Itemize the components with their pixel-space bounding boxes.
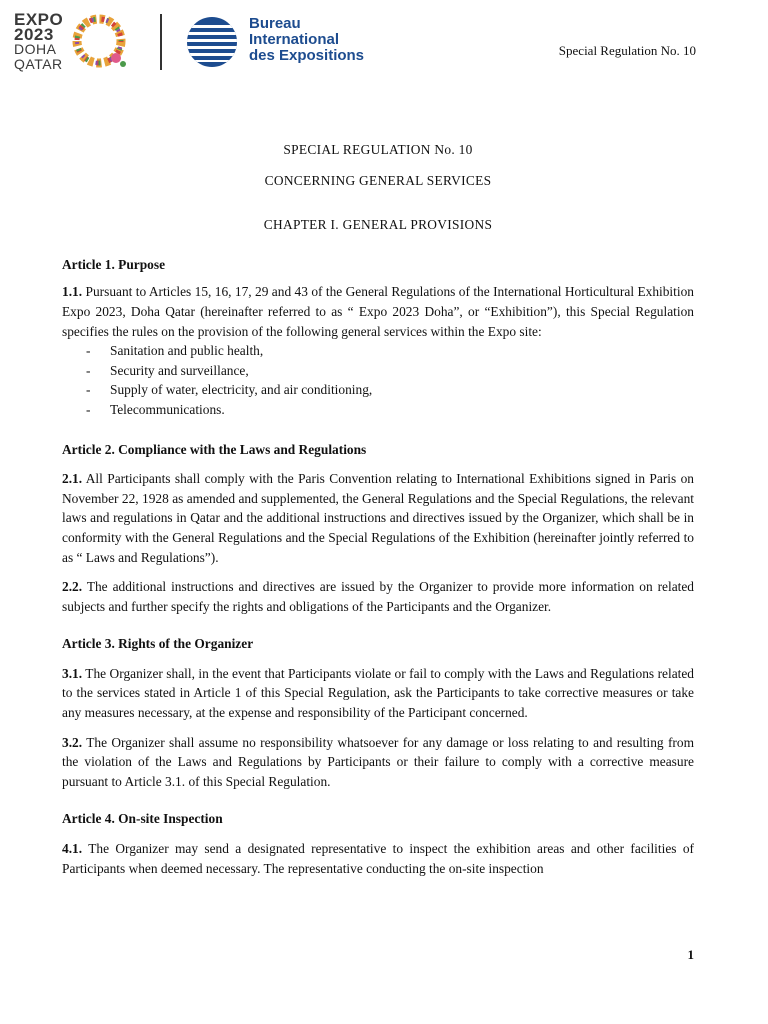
expo-2023-doha-qatar-logo xyxy=(14,8,136,74)
paragraph-3-1 xyxy=(62,664,694,723)
article-4-heading: Article 4. On-site Inspection xyxy=(62,811,223,827)
paragraph-number: 4.1. xyxy=(62,841,83,857)
paragraph-3-2 xyxy=(62,733,694,792)
article-1-heading: Article 1. Purpose xyxy=(62,256,166,272)
document-body xyxy=(62,140,694,878)
bie-logo-text: Bureau International des Expositions xyxy=(249,15,365,64)
paragraph-text: The Organizer shall assume no responsibility whatsoever for any damage or loss relating to and resulting from the violation of the Laws and Regulations by Participants or their failure to comply with a corrective measure pursuant to Article 3.1. of this Special Regulation. xyxy=(62,734,694,789)
page-header xyxy=(0,0,768,80)
paragraph-2-1 xyxy=(62,469,694,567)
paragraph-2-2 xyxy=(62,577,694,616)
bie-globe-icon xyxy=(186,16,238,68)
expo-logo-text: EXPO 2023 DOHA QATAR xyxy=(14,10,64,72)
paragraph-number: 1.1. xyxy=(62,284,83,300)
regulation-title: SPECIAL REGULATION No. 10 xyxy=(283,142,473,157)
paragraph-text: All Participants shall comply with the Paris Convention relating to International Exhibitions signed in Paris on November 22, 1928 as amended and supplemented, the General Regulations and the Special Regulations, the relevant laws and regulations in Qatar and the additional instructions and directives issued by the Organizer, which shall be in conformity with the General Regulations and the Special Regulations of the Exhibition (hereinafter jointly referred to as “ Laws and Regulations”). xyxy=(62,471,694,565)
list-item: - Telecommunications. xyxy=(86,400,694,420)
article-2-heading: Article 2. Compliance with the Laws and Regulations xyxy=(62,441,367,457)
paragraph-1-1 xyxy=(62,282,694,341)
paragraph-4-1 xyxy=(62,839,694,878)
paragraph-number: 2.1. xyxy=(62,471,83,487)
regulation-subtitle: CONCERNING GENERAL SERVICES xyxy=(264,172,492,188)
paragraph-text: The additional instructions and directives are issued by the Organizer to provide more information on related subjects and further specify the rights and obligations of the Participants and the Organizer. xyxy=(62,579,695,614)
chapter-title: CHAPTER I. GENERAL PROVISIONS xyxy=(263,217,493,233)
paragraph-text: Pursuant to Articles 15, 16, 17, 29 and 43 of the General Regulations of the International Horticultural Exhibition Expo 2023, Doha Qatar (hereinafter referred to as “ Expo 2023 Doha”, or “Exhibition”), this Special Regulation specifies the rules on the provision of the following general services within the Expo site: xyxy=(62,284,694,339)
header-regulation-label: Special Regulation No. 10 xyxy=(558,43,696,58)
list-item: - Security and surveillance, xyxy=(86,361,694,381)
page-number: 1 xyxy=(687,947,694,962)
list-item: - Sanitation and public health, xyxy=(86,341,694,361)
logo-divider xyxy=(160,14,162,70)
flower-wreath-icon xyxy=(66,8,132,74)
paragraph-number: 3.1. xyxy=(62,665,83,681)
list-item: - Supply of water, electricity, and air conditioning, xyxy=(86,380,694,400)
paragraph-text: The Organizer may send a designated representative to inspect the exhibition areas and other facilities of Participants when deemed necessary. The representative conducting the on-site inspection xyxy=(62,841,694,876)
paragraph-text: The Organizer shall, in the event that Participants violate or fail to comply with the Laws and Regulations related to the services stated in Article 1 of this Special Regulation, ask the Participants to take corrective measures or take any measures necessary, at the expense and responsibility of the Participant concerned. xyxy=(62,665,694,721)
paragraph-number: 2.2. xyxy=(62,579,83,595)
article-3-heading: Article 3. Rights of the Organizer xyxy=(62,636,254,652)
services-list xyxy=(62,341,694,419)
paragraph-number: 3.2. xyxy=(62,734,83,750)
